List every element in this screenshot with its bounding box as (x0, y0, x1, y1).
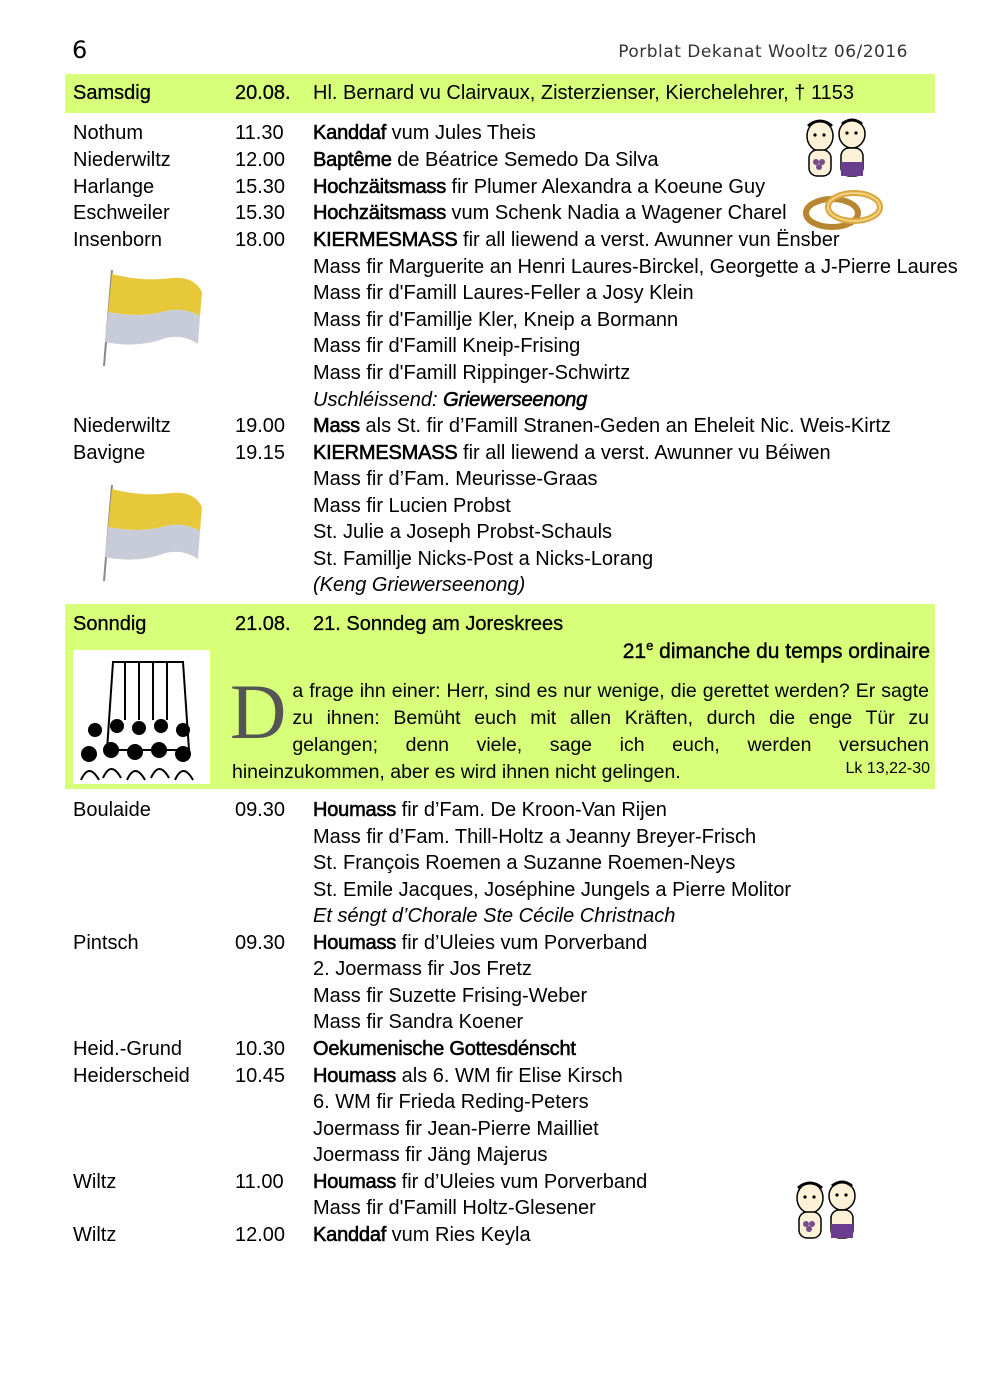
service-text: fir d’Uleies vum Porverband (396, 932, 648, 954)
date-label: 21.08. (235, 613, 291, 635)
mass-line: Mass fir d'Famill Kneip-Frising (313, 335, 581, 357)
service-text: als St. fir d’Famill Stranen-Geden an Eheleit Nic. Weis-Kirtz (359, 415, 891, 437)
mass-line: Mass fir d’Fam. Meurisse-Graas (313, 468, 598, 490)
service-title: Baptême (313, 149, 392, 171)
place: Niederwiltz (73, 149, 171, 171)
time: 11.30 (235, 122, 284, 144)
service-note: Uschléissend: Griewerseenong (313, 389, 588, 411)
gospel-reference: Lk 13,22-30 (845, 760, 930, 777)
day-label: Sonndig (73, 613, 147, 635)
time: 10.30 (235, 1038, 286, 1060)
service-text: fir all liewend a verst. Awunner vu Béiwen (457, 442, 831, 464)
service-title: Kanddaf (313, 122, 387, 144)
time: 12.00 (235, 1224, 286, 1246)
service-title: Kanddaf (313, 1224, 387, 1246)
children-figures-icon (790, 1180, 862, 1244)
service-text: fir d’Fam. De Kroon-Van Rijen (396, 799, 667, 821)
mass-line: 2. Joermass fir Jos Fretz (313, 958, 532, 980)
papal-flag-icon (82, 268, 212, 368)
date-label: 20.08. (235, 82, 291, 104)
mass-line: St. Emile Jacques, Joséphine Jungels a Pierre Molitor (313, 879, 792, 901)
place: Wiltz (73, 1224, 117, 1246)
time: 19.00 (235, 415, 286, 437)
entry-row (0, 1036, 1000, 1063)
mass-line: Mass fir d'Famill Rippinger-Schwirtz (313, 362, 631, 384)
gospel-dropcap: D (230, 668, 287, 755)
place: Eschweiler (73, 202, 170, 224)
time: 09.30 (235, 799, 286, 821)
mass-line: Mass fir Marguerite an Henri Laures-Birckel, Georgette a J-Pierre Laures (313, 256, 958, 278)
mass-line: Joermass fir Jean-Pierre Mailliet (313, 1118, 599, 1140)
time: 09.30 (235, 932, 286, 954)
place: Harlange (73, 176, 155, 198)
wedding-rings-icon (800, 185, 886, 235)
gospel-text: Da frage ihn einer: Herr, sind es nur wenige, die gerettet werden? Er sagte zu ihnen: Bemüht euch mit allen Kräften, durch die enge Tür zu gelangen; denn viele, sage ich euch, werden versuchen hineinzukommen, aber es wird ihnen nicht gelingen. (230, 668, 929, 783)
children-figures-icon (800, 118, 872, 182)
entry-row (0, 413, 1000, 440)
entry-row (0, 930, 1000, 957)
publication-header: Porblat Dekanat Wooltz 06/2016 (618, 42, 908, 62)
service-text: vum Schenk Nadia a Wagener Charel (446, 202, 787, 224)
time: 11.00 (235, 1171, 284, 1193)
feast-label: Hl. Bernard vu Clairvaux, Zisterzienser, Kierchelehrer, † 1153 (313, 82, 854, 104)
note-title: Griewerseenong (443, 389, 588, 411)
sunday-subtitle: 21e dimanche du temps ordinaire (622, 638, 930, 663)
day-label: Samsdig (73, 82, 151, 104)
place: Niederwiltz (73, 415, 171, 437)
mass-line: St. Julie a Joseph Probst-Schauls (313, 521, 613, 543)
service-title: Houmass (313, 799, 397, 821)
mass-line: St. Famillje Nicks-Post a Nicks-Lorang (313, 548, 654, 570)
papal-flag-icon (82, 483, 212, 583)
mass-line: 6. WM fir Frieda Reding-Peters (313, 1091, 589, 1113)
place: Bavigne (73, 442, 146, 464)
service-title: Hochzäitsmass (313, 202, 446, 224)
saturday-header (0, 80, 1000, 107)
mass-line: Mass fir d’Fam. Thill-Holtz a Jeanny Breyer-Frisch (313, 826, 757, 848)
service-text: als 6. WM fir Elise Kirsch (396, 1065, 623, 1087)
time: 15.30 (235, 176, 286, 198)
mass-line: Mass fir Lucien Probst (313, 495, 511, 517)
service-text: fir d’Uleies vum Porverband (396, 1171, 648, 1193)
entry-row (0, 1063, 1000, 1090)
service-text: vum Ries Keyla (386, 1224, 531, 1246)
service-title: Houmass (313, 1171, 397, 1193)
page-number: 6 (72, 36, 88, 64)
service-text: de Béatrice Semedo Da Silva (391, 149, 659, 171)
service-title: Mass (313, 415, 360, 437)
place: Wiltz (73, 1171, 117, 1193)
mass-line: Mass fir d'Famillje Kler, Kneip a Bormann (313, 309, 679, 331)
service-note: Et séngt d’Chorale Ste Cécile Christnach (313, 905, 676, 927)
service-title: Oekumenische Gottesdénscht (313, 1038, 576, 1060)
congregation-drawing-icon (73, 650, 210, 784)
time: 19.15 (235, 442, 286, 464)
sunday-title: 21. Sonndeg am Joreskrees (313, 613, 564, 635)
mass-line: Joermass fir Jäng Majerus (313, 1144, 548, 1166)
place: Heiderscheid (73, 1065, 190, 1087)
service-note: (Keng Griewerseenong) (313, 574, 526, 596)
service-text: vum Jules Theis (386, 122, 536, 144)
time: 18.00 (235, 229, 286, 251)
mass-line: Mass fir d'Famill Laures-Feller a Josy Klein (313, 282, 694, 304)
service-text: fir Plumer Alexandra a Koeune Guy (446, 176, 766, 198)
entry-row (0, 797, 1000, 824)
place: Pintsch (73, 932, 139, 954)
sunday-header (0, 611, 1000, 638)
mass-line: St. François Roemen a Suzanne Roemen-Neys (313, 852, 736, 874)
time: 15.30 (235, 202, 286, 224)
service-title: Houmass (313, 932, 397, 954)
mass-line: Mass fir Suzette Frising-Weber (313, 985, 588, 1007)
time: 12.00 (235, 149, 286, 171)
time: 10.45 (235, 1065, 286, 1087)
service-title: KIERMESMASS (313, 229, 458, 251)
mass-line: Mass fir Sandra Koener (313, 1011, 524, 1033)
service-title: Houmass (313, 1065, 397, 1087)
service-title: KIERMESMASS (313, 442, 458, 464)
mass-line: Mass fir d'Famill Holtz-Glesener (313, 1197, 596, 1219)
place: Insenborn (73, 229, 162, 251)
service-title: Hochzäitsmass (313, 176, 446, 198)
service-text: fir all liewend a verst. Awunner vun Ënsber (457, 229, 840, 251)
place: Boulaide (73, 799, 151, 821)
entry-row (0, 440, 1000, 467)
place: Nothum (73, 122, 144, 144)
place: Heid.-Grund (73, 1038, 182, 1060)
